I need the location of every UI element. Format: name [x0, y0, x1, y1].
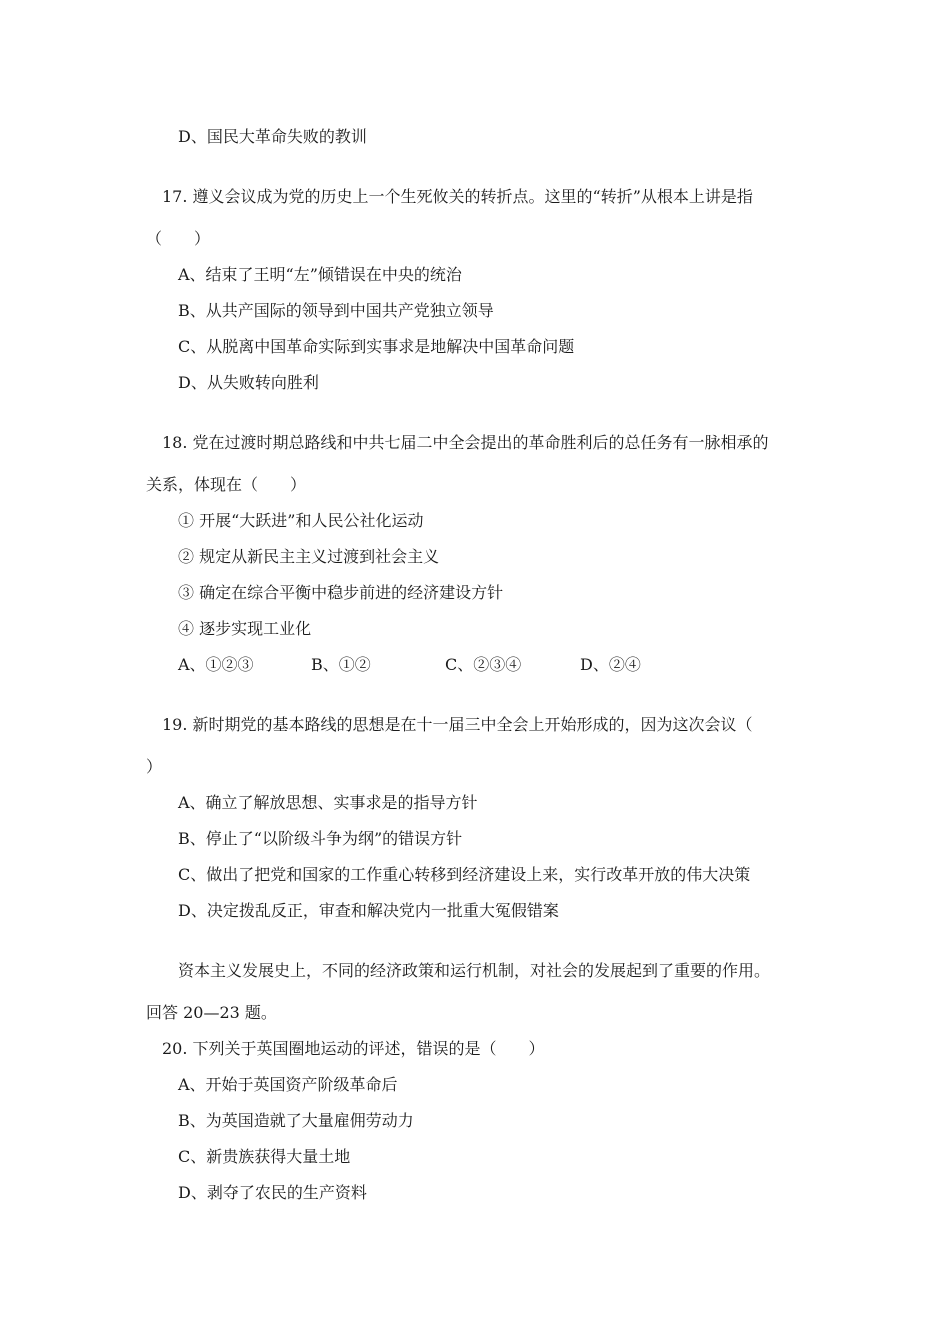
q18-choices	[178, 655, 641, 675]
q19-option-b: B、停止了“以阶级斗争为纲”的错误方针	[178, 829, 463, 848]
q18-item-2: ② 规定从新民主主义过渡到社会主义	[178, 547, 440, 566]
q18-choice-a: A、①②③	[178, 655, 254, 674]
q16-option-d: D、国民大革命失败的教训	[178, 127, 367, 146]
q20-option-c: C、新贵族获得大量土地	[178, 1147, 351, 1166]
section-intro-cont: 回答 20—23 题。	[146, 1003, 277, 1022]
q17-option-d: D、从失败转向胜利	[178, 373, 319, 392]
q19-option-c: C、做出了把党和国家的工作重心转移到经济建设上来，实行改革开放的伟大决策	[178, 865, 751, 884]
q20-option-b: B、为英国造就了大量雇佣劳动力	[178, 1111, 414, 1130]
q18-item-3: ③ 确定在综合平衡中稳步前进的经济建设方针	[178, 583, 504, 602]
q18-choice-d: D、②④	[580, 655, 641, 674]
q18-choice-c: C、②③④	[445, 655, 522, 674]
q20-stem: 20. 下列关于英国圈地运动的评述，错误的是（ ）	[162, 1039, 545, 1058]
q17-option-b: B、从共产国际的领导到中国共产党独立领导	[178, 301, 494, 320]
q18-stem: 18. 党在过渡时期总路线和中共七届二中全会提出的革命胜利后的总任务有一脉相承的	[162, 433, 769, 452]
q20-option-a: A、开始于英国资产阶级革命后	[178, 1075, 398, 1094]
q18-item-1: ① 开展“大跃进”和人民公社化运动	[178, 511, 424, 530]
q19-option-d: D、决定拨乱反正，审查和解决党内一批重大冤假错案	[178, 901, 559, 920]
q18-stem-cont: 关系，体现在（ ）	[146, 475, 307, 494]
q17-option-a: A、结束了王明“左”倾错误在中央的统治	[178, 265, 462, 284]
q19-option-a: A、确立了解放思想、实事求是的指导方针	[178, 793, 478, 812]
q20-option-d: D、剥夺了农民的生产资料	[178, 1183, 367, 1202]
q18-item-4: ④ 逐步实现工业化	[178, 619, 312, 638]
q17-answer-paren: （ ）	[146, 229, 211, 248]
section-intro: 资本主义发展史上，不同的经济政策和运行机制，对社会的发展起到了重要的作用。	[178, 961, 771, 980]
q17-stem: 17. 遵义会议成为党的历史上一个生死攸关的转折点。这里的“转折”从根本上讲是指	[162, 187, 753, 206]
q19-stem-cont: ）	[146, 757, 163, 776]
q19-stem: 19. 新时期党的基本路线的思想是在十一届三中全会上开始形成的，因为这次会议（	[162, 715, 753, 734]
q17-option-c: C、从脱离中国革命实际到实事求是地解决中国革命问题	[178, 337, 575, 356]
q18-choice-b: B、①②	[311, 655, 371, 674]
